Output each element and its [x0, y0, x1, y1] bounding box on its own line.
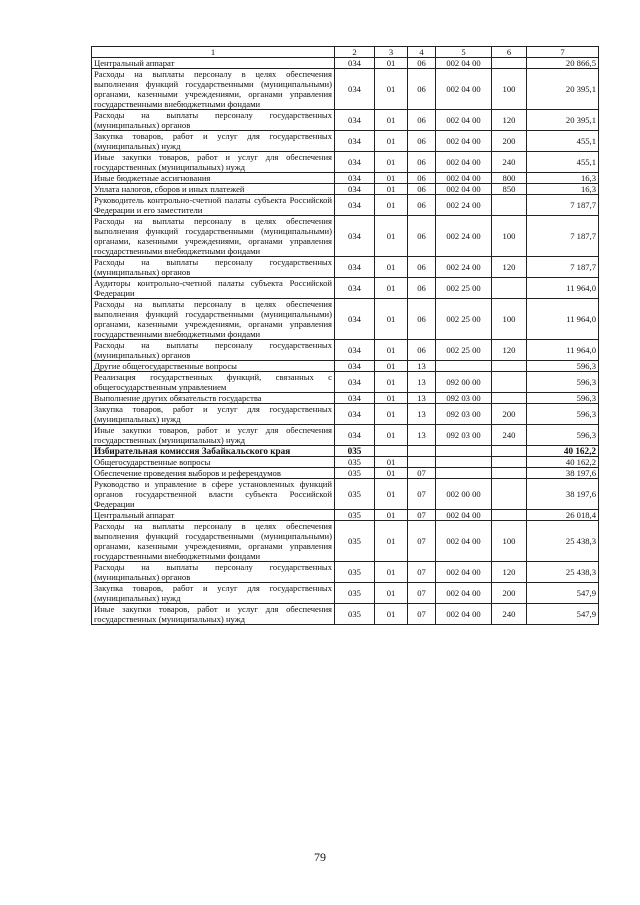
row-code-6 [492, 195, 527, 216]
page-number: 79 [314, 850, 326, 864]
row-code-2: 035 [335, 457, 375, 468]
row-code-6: 240 [492, 425, 527, 446]
table-row [92, 69, 599, 110]
row-code-6 [492, 468, 527, 479]
row-amount: 11 964,0 [527, 278, 599, 299]
row-code-4: 06 [408, 58, 436, 69]
row-code-5: 002 04 00 [436, 110, 492, 131]
row-amount: 7 187,7 [527, 257, 599, 278]
row-code-4: 06 [408, 195, 436, 216]
row-code-2: 034 [335, 173, 375, 184]
row-name: Расходы на выплаты персоналу государственных (муниципальных) органов [92, 110, 335, 131]
row-code-5: 002 04 00 [436, 521, 492, 562]
row-code-3: 01 [375, 372, 408, 393]
row-code-5: 002 04 00 [436, 69, 492, 110]
row-code-4: 07 [408, 583, 436, 604]
row-code-3: 01 [375, 58, 408, 69]
row-code-3: 01 [375, 425, 408, 446]
row-name: Центральный аппарат [92, 58, 335, 69]
row-code-6 [492, 278, 527, 299]
row-code-6: 200 [492, 404, 527, 425]
table-row [92, 131, 599, 152]
row-name: Расходы на выплаты персоналу в целях обеспечения выполнения функций государственными (муниципальными) органами, казенными учреждениями, органами управления государственными внебюджетными фондами [92, 69, 335, 110]
row-code-5: 092 03 00 [436, 393, 492, 404]
row-amount: 16,3 [527, 184, 599, 195]
row-code-3: 01 [375, 393, 408, 404]
row-code-2: 034 [335, 257, 375, 278]
table-row [92, 425, 599, 446]
row-code-4: 13 [408, 393, 436, 404]
row-amount: 25 438,3 [527, 562, 599, 583]
row-code-3: 01 [375, 562, 408, 583]
row-code-2: 034 [335, 404, 375, 425]
row-code-2: 034 [335, 69, 375, 110]
row-code-3: 01 [375, 510, 408, 521]
row-amount: 40 162,2 [527, 457, 599, 468]
row-code-4: 06 [408, 184, 436, 195]
table-row [92, 457, 599, 468]
column-header: 3 [375, 47, 408, 58]
budget-table [91, 46, 599, 625]
row-amount: 596,3 [527, 361, 599, 372]
row-code-5: 002 04 00 [436, 604, 492, 625]
row-code-6 [492, 446, 527, 457]
row-code-5: 002 25 00 [436, 340, 492, 361]
column-header: 4 [408, 47, 436, 58]
row-code-5: 002 25 00 [436, 278, 492, 299]
row-code-4: 07 [408, 562, 436, 583]
budget-table-body [92, 47, 599, 625]
table-header-row [92, 47, 599, 58]
row-code-4 [408, 457, 436, 468]
row-code-3: 01 [375, 110, 408, 131]
row-code-4: 07 [408, 479, 436, 510]
row-name: Уплата налогов, сборов и иных платежей [92, 184, 335, 195]
row-code-3: 01 [375, 404, 408, 425]
row-amount: 20 395,1 [527, 110, 599, 131]
row-code-2: 035 [335, 479, 375, 510]
column-header: 7 [527, 47, 599, 58]
row-amount: 596,3 [527, 425, 599, 446]
row-code-6: 120 [492, 110, 527, 131]
row-code-2: 034 [335, 195, 375, 216]
row-code-4: 06 [408, 152, 436, 173]
table-row [92, 446, 599, 457]
row-code-3: 01 [375, 457, 408, 468]
row-code-5 [436, 361, 492, 372]
row-name: Расходы на выплаты персоналу в целях обеспечения выполнения функций государственными (муниципальными) органами, казенными учреждениями, органами управления государственными внебюджетными фондами [92, 521, 335, 562]
table-row [92, 278, 599, 299]
row-name: Обеспечение проведения выборов и референдумов [92, 468, 335, 479]
row-amount: 596,3 [527, 404, 599, 425]
row-amount: 16,3 [527, 173, 599, 184]
row-amount: 20 866,5 [527, 58, 599, 69]
row-name: Расходы на выплаты персоналу в целях обеспечения выполнения функций государственными (муниципальными) органами, казенными учреждениями, органами управления государственными внебюджетными фондами [92, 299, 335, 340]
table-row [92, 583, 599, 604]
row-amount: 20 395,1 [527, 69, 599, 110]
row-code-3: 01 [375, 583, 408, 604]
row-code-4: 13 [408, 404, 436, 425]
row-code-5 [436, 457, 492, 468]
row-code-4: 07 [408, 604, 436, 625]
column-header: 1 [92, 47, 335, 58]
row-code-2: 034 [335, 340, 375, 361]
row-code-6: 120 [492, 340, 527, 361]
row-code-2: 034 [335, 184, 375, 195]
row-code-2: 035 [335, 583, 375, 604]
table-row [92, 173, 599, 184]
row-code-5 [436, 468, 492, 479]
row-code-3: 01 [375, 299, 408, 340]
row-code-5: 092 03 00 [436, 404, 492, 425]
row-code-4: 06 [408, 131, 436, 152]
table-row [92, 58, 599, 69]
row-code-2: 034 [335, 393, 375, 404]
row-code-6: 240 [492, 152, 527, 173]
table-row [92, 604, 599, 625]
row-code-3: 01 [375, 173, 408, 184]
row-code-6: 200 [492, 131, 527, 152]
row-name: Расходы на выплаты персоналу государственных (муниципальных) органов [92, 562, 335, 583]
row-name: Центральный аппарат [92, 510, 335, 521]
row-code-4: 06 [408, 299, 436, 340]
row-code-5: 092 00 00 [436, 372, 492, 393]
row-amount: 25 438,3 [527, 521, 599, 562]
row-code-4: 13 [408, 372, 436, 393]
row-code-6: 850 [492, 184, 527, 195]
row-code-6: 200 [492, 583, 527, 604]
row-code-5: 002 24 00 [436, 257, 492, 278]
row-code-3: 01 [375, 521, 408, 562]
row-code-5: 092 03 00 [436, 425, 492, 446]
row-amount: 11 964,0 [527, 299, 599, 340]
row-code-5: 002 24 00 [436, 195, 492, 216]
table-row [92, 372, 599, 393]
row-code-4: 07 [408, 521, 436, 562]
row-code-6: 120 [492, 562, 527, 583]
row-code-3: 01 [375, 468, 408, 479]
row-code-6: 120 [492, 257, 527, 278]
row-code-2: 034 [335, 152, 375, 173]
column-header: 6 [492, 47, 527, 58]
table-row [92, 184, 599, 195]
row-amount: 7 187,7 [527, 195, 599, 216]
row-code-6 [492, 58, 527, 69]
row-code-5: 002 25 00 [436, 299, 492, 340]
row-code-5: 002 04 00 [436, 562, 492, 583]
row-code-2: 034 [335, 425, 375, 446]
row-code-3: 01 [375, 131, 408, 152]
row-code-4: 06 [408, 278, 436, 299]
row-amount: 26 018,4 [527, 510, 599, 521]
row-code-3: 01 [375, 278, 408, 299]
table-row [92, 361, 599, 372]
row-code-4: 06 [408, 340, 436, 361]
row-code-2: 035 [335, 510, 375, 521]
row-code-2: 035 [335, 468, 375, 479]
row-code-2: 034 [335, 131, 375, 152]
row-name: Расходы на выплаты персоналу государственных (муниципальных) органов [92, 340, 335, 361]
row-name: Иные бюджетные ассигнования [92, 173, 335, 184]
row-name: Руководитель контрольно-счетной палаты субъекта Российской Федерации и его заместители [92, 195, 335, 216]
table-row [92, 195, 599, 216]
row-code-5 [436, 446, 492, 457]
row-code-5: 002 04 00 [436, 58, 492, 69]
row-code-3 [375, 446, 408, 457]
table-row [92, 393, 599, 404]
row-amount: 547,9 [527, 604, 599, 625]
row-name: Выполнение других обязательств государства [92, 393, 335, 404]
table-row [92, 468, 599, 479]
row-name: Иные закупки товаров, работ и услуг для обеспечения государственных (муниципальных) нужд [92, 425, 335, 446]
row-code-6: 800 [492, 173, 527, 184]
row-amount: 38 197,6 [527, 468, 599, 479]
table-row [92, 562, 599, 583]
row-code-6 [492, 372, 527, 393]
row-code-4: 06 [408, 216, 436, 257]
row-code-5: 002 04 00 [436, 583, 492, 604]
row-code-3: 01 [375, 69, 408, 110]
column-header: 5 [436, 47, 492, 58]
row-name: Расходы на выплаты персоналу государственных (муниципальных) органов [92, 257, 335, 278]
row-code-6: 100 [492, 216, 527, 257]
table-row [92, 479, 599, 510]
row-code-3: 01 [375, 604, 408, 625]
row-name: Аудиторы контрольно-счетной палаты субъекта Российской Федерации [92, 278, 335, 299]
row-code-6: 100 [492, 521, 527, 562]
row-amount: 38 197,6 [527, 479, 599, 510]
row-code-4: 06 [408, 110, 436, 131]
row-code-6: 100 [492, 69, 527, 110]
row-code-5: 002 04 00 [436, 152, 492, 173]
table-row [92, 340, 599, 361]
row-name: Закупка товаров, работ и услуг для государственных (муниципальных) нужд [92, 404, 335, 425]
row-name: Руководство и управление в сфере установленных функций органов государственной власти субъекта Российской Федерации [92, 479, 335, 510]
row-code-3: 01 [375, 152, 408, 173]
row-code-6 [492, 510, 527, 521]
row-code-5: 002 04 00 [436, 510, 492, 521]
row-code-2: 034 [335, 58, 375, 69]
row-amount: 7 187,7 [527, 216, 599, 257]
row-code-5: 002 04 00 [436, 173, 492, 184]
row-code-6: 100 [492, 299, 527, 340]
row-code-4: 07 [408, 510, 436, 521]
row-amount: 596,3 [527, 393, 599, 404]
row-code-4 [408, 446, 436, 457]
row-code-2: 034 [335, 216, 375, 257]
row-code-2: 034 [335, 361, 375, 372]
row-amount: 455,1 [527, 152, 599, 173]
row-code-2: 035 [335, 562, 375, 583]
row-code-5: 002 04 00 [436, 131, 492, 152]
row-code-2: 034 [335, 299, 375, 340]
row-code-4: 13 [408, 361, 436, 372]
row-code-2: 035 [335, 521, 375, 562]
row-code-6 [492, 457, 527, 468]
row-code-3: 01 [375, 184, 408, 195]
row-code-6 [492, 393, 527, 404]
table-row [92, 257, 599, 278]
row-amount: 40 162,2 [527, 446, 599, 457]
row-code-3: 01 [375, 257, 408, 278]
row-name: Реализация государственных функций, связанных с общегосударственным управлением [92, 372, 335, 393]
row-code-6 [492, 479, 527, 510]
row-name: Иные закупки товаров, работ и услуг для обеспечения государственных (муниципальных) нужд [92, 152, 335, 173]
row-amount: 11 964,0 [527, 340, 599, 361]
row-code-2: 034 [335, 110, 375, 131]
table-row [92, 110, 599, 131]
row-code-4: 06 [408, 173, 436, 184]
row-name: Закупка товаров, работ и услуг для государственных (муниципальных) нужд [92, 583, 335, 604]
table-row [92, 521, 599, 562]
row-code-4: 07 [408, 468, 436, 479]
row-name: Другие общегосударственные вопросы [92, 361, 335, 372]
row-amount: 547,9 [527, 583, 599, 604]
row-code-3: 01 [375, 361, 408, 372]
row-code-5: 002 24 00 [436, 216, 492, 257]
row-code-5: 002 04 00 [436, 184, 492, 195]
row-code-4: 06 [408, 257, 436, 278]
table-row [92, 299, 599, 340]
row-code-6: 240 [492, 604, 527, 625]
column-header: 2 [335, 47, 375, 58]
row-code-4: 06 [408, 69, 436, 110]
row-code-3: 01 [375, 216, 408, 257]
row-name: Общегосударственные вопросы [92, 457, 335, 468]
row-code-4: 13 [408, 425, 436, 446]
row-code-3: 01 [375, 195, 408, 216]
row-code-6 [492, 361, 527, 372]
row-code-2: 035 [335, 446, 375, 457]
row-amount: 596,3 [527, 372, 599, 393]
row-name: Избирательная комиссия Забайкальского края [92, 446, 335, 457]
table-row [92, 510, 599, 521]
row-amount: 455,1 [527, 131, 599, 152]
row-code-3: 01 [375, 479, 408, 510]
row-code-5: 002 00 00 [436, 479, 492, 510]
row-name: Расходы на выплаты персоналу в целях обеспечения выполнения функций государственными (муниципальными) органами, казенными учреждениями, органами управления государственными внебюджетными фондами [92, 216, 335, 257]
table-row [92, 216, 599, 257]
row-name: Закупка товаров, работ и услуг для государственных (муниципальных) нужд [92, 131, 335, 152]
row-code-2: 034 [335, 278, 375, 299]
table-row [92, 152, 599, 173]
row-code-2: 035 [335, 604, 375, 625]
row-code-2: 034 [335, 372, 375, 393]
row-name: Иные закупки товаров, работ и услуг для обеспечения государственных (муниципальных) нужд [92, 604, 335, 625]
row-code-3: 01 [375, 340, 408, 361]
table-row [92, 404, 599, 425]
